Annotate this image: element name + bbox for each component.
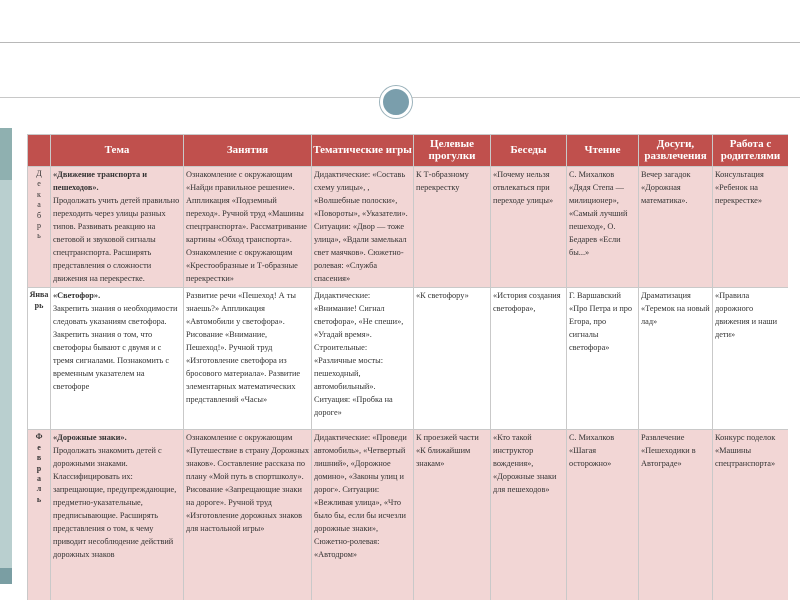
reading-cell: С. Михалков «Шагая осторожно» bbox=[567, 430, 639, 600]
topic-title: «Светофор». bbox=[53, 291, 101, 301]
month-cell bbox=[28, 288, 51, 430]
reading-cell: Г. Варшавский «Про Петра и про Егора, про сигналы светофора» bbox=[567, 288, 639, 430]
lessons-cell: Развитие речи «Пешеход! А ты знаешь?» Аппликация «Автомобили у светофора». Рисование «Внимание, Пешеход!». Ручной труд «Изготовление светофора из бросового материала». Развитие элементарных математических представлений «Часы» bbox=[184, 288, 312, 430]
talks-cell: «История создания светофора», bbox=[491, 288, 567, 430]
table-row bbox=[28, 167, 789, 288]
month-label: Д е к а б р ь bbox=[36, 169, 42, 241]
header-row bbox=[28, 135, 789, 167]
left-accent-bar-light bbox=[0, 180, 12, 578]
top-rule bbox=[0, 42, 800, 43]
parents-cell: Консультация «Ребенок на перекрестке» bbox=[713, 167, 789, 288]
walks-cell: К проезжей части «К ближайшим знакам» bbox=[414, 430, 491, 600]
header-month bbox=[28, 135, 51, 167]
topic-title: «Дорожные знаки». bbox=[53, 433, 127, 443]
walks-cell: «К светофору» bbox=[414, 288, 491, 430]
talks-cell: «Почему нельзя отвлекаться при переходе улицы» bbox=[491, 167, 567, 288]
header-parents: Работа с родителями bbox=[713, 135, 789, 167]
reading-cell: С. Михалков «Дядя Степа — милиционер», «Самый лучший пешеход», О. Бедарев «Если бы...» bbox=[567, 167, 639, 288]
header-leisure: Досуги, развлечения bbox=[639, 135, 713, 167]
topic-cell bbox=[51, 430, 184, 600]
walks-cell: К Т-образному перекрестку bbox=[414, 167, 491, 288]
circle-ornament-icon bbox=[380, 86, 412, 118]
table-row bbox=[28, 430, 789, 600]
month-cell bbox=[28, 167, 51, 288]
lessons-cell: Ознакомление с окружающим «Путешествие в страну Дорожных знаков». Составление рассказа по плану «Мой путь в спортшколу». Рисование «Запрещающие знаки на дороге». Ручной труд «Изготовление дорожных знаков для настольной игры» bbox=[184, 430, 312, 600]
topic-cell bbox=[51, 167, 184, 288]
plan-table bbox=[27, 134, 788, 600]
games-cell: Дидактические: «Внимание! Сигнал светофора», «Не спеши», «Угадай время». Строительные: «Различные мосты: пешеходный, автомобильный». Ситуация: «Пробка на дороге» bbox=[312, 288, 414, 430]
leisure-cell: Вечер загадок «Дорожная математика». bbox=[639, 167, 713, 288]
topic-text: Закрепить знания о необходимости следовать указаниям светофора. Закрепить знания о том, что светофоры бывают с двумя и с тремя сигналами. Познакомить с временным указателем на светофоре bbox=[53, 304, 178, 391]
header-reading: Чтение bbox=[567, 135, 639, 167]
games-cell: Дидактические: «Составь схему улицы», , «Волшебные полоски», «Повороты», «Указатели». Ситуации: «Двор — тоже улица», «Вдали замелькал свет маячков». Сюжетно-ролевая: «Служба спасения» bbox=[312, 167, 414, 288]
left-accent-bar-dark bbox=[0, 568, 12, 584]
games-cell: Дидактические: «Проведи автомобиль», «Четвертый лишний», «Дорожное домино», «Законы улиц и дорог». Ситуации: «Вежливая улица», «Что было бы, если бы исчезли дорожные знаки», Сюжетно-ролевая: «Автодром» bbox=[312, 430, 414, 600]
topic-cell bbox=[51, 288, 184, 430]
parents-cell: Конкурс поделок «Машины спецтранспорта» bbox=[713, 430, 789, 600]
table-row bbox=[28, 288, 789, 430]
header-walks: Целевые прогулки bbox=[414, 135, 491, 167]
plan-table-container bbox=[27, 134, 788, 600]
header-talks: Беседы bbox=[491, 135, 567, 167]
header-lessons: Занятия bbox=[184, 135, 312, 167]
topic-text: Продолжать учить детей правильно переходить через улицы разных типов. Развивать реакцию на световой и звуковой сигналы спецтранспорта. Расширять представления о сложности движения на перекрестке. bbox=[53, 195, 180, 283]
month-label: Ф е в р а л ь bbox=[35, 432, 43, 504]
month-cell bbox=[28, 430, 51, 600]
month-label: Янва рь bbox=[29, 290, 49, 310]
header-topic: Тема bbox=[51, 135, 184, 167]
leisure-cell: Драматизация «Теремок на новый лад» bbox=[639, 288, 713, 430]
topic-text: Продолжать знакомить детей с дорожными знаками. Классифицировать их: запрещающие, предупреждающие, предметно-указательные, предписывающие. Расширять представления о том, к чему приводит несоблюдение действий дорожных знаков bbox=[53, 446, 177, 559]
left-accent-bar bbox=[0, 128, 12, 180]
parents-cell: «Правила дорожного движения и наши дети» bbox=[713, 288, 789, 430]
topic-title: «Движение транспорта и пешеходов». bbox=[53, 170, 148, 192]
header-games: Тематические игры bbox=[312, 135, 414, 167]
talks-cell: «Кто такой инструктор вождения», «Дорожные знаки для пешеходов» bbox=[491, 430, 567, 600]
leisure-cell: Развлечение «Пешеходики в Автограде» bbox=[639, 430, 713, 600]
lessons-cell: Ознакомление с окружающим «Найди правильное решение». Аппликация «Подземный переход». Ручной труд «Машины спецтранспорта». Рассматривание картины «Обход транспорта». Ознакомление с окружающим «Крестообразные и Т-образные перекрестки» bbox=[184, 167, 312, 288]
